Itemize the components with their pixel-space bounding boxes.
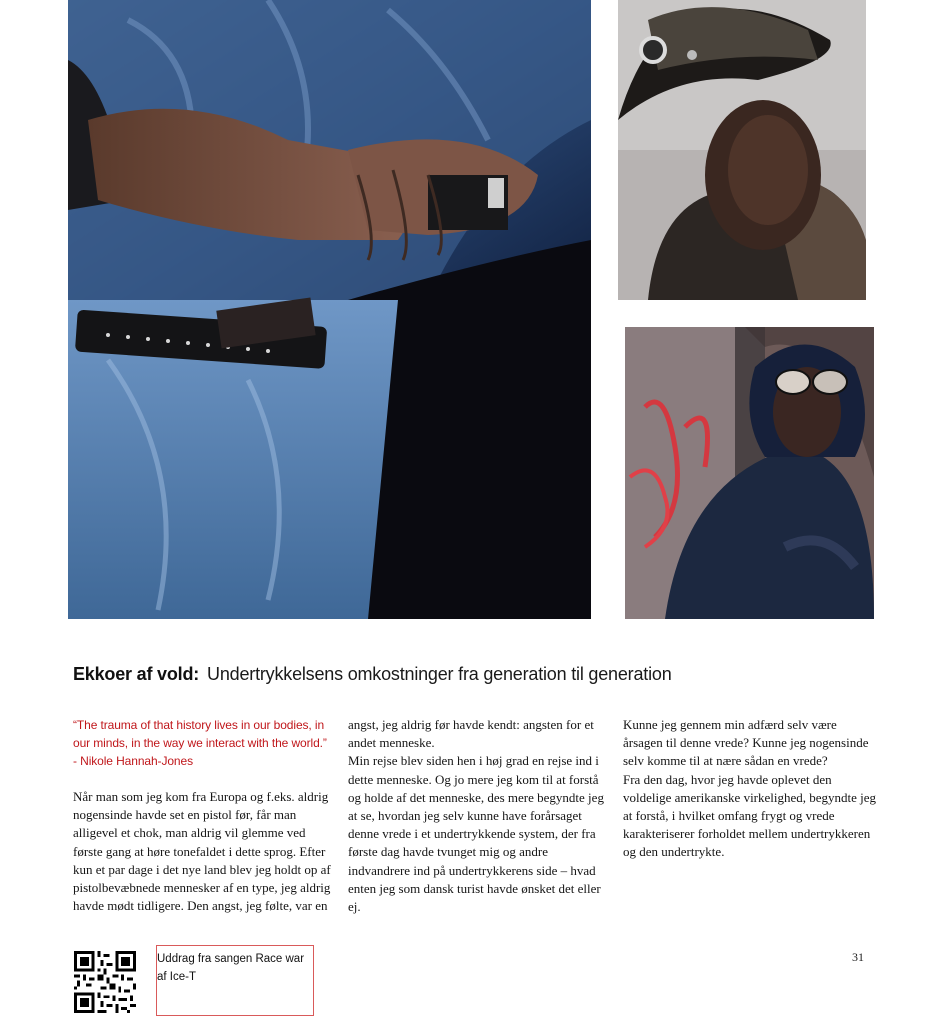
headline-subtitle: Undertrykkelsens omkostninger fra generation til generation xyxy=(207,664,672,684)
photo-man-hood-mirrored-sunglasses xyxy=(625,327,874,619)
article-headline xyxy=(73,662,873,686)
text-column-2 xyxy=(348,716,604,916)
page-number: 31 xyxy=(852,950,864,964)
body-paragraph: Min rejse blev siden hen i høj grad en rejse ind i dette menneske. Og jo mere jeg kom til at forstå og holde af det menneske, des mere begyndte jeg at se, hvordan jeg selv kunne have forårsaget denne vrede i et undertrykkende system, der fra første dag havde tvunget mig og andre indvandrere ind på undertrykkerens side – hvad enten jeg som dansk turist havde ønsket det eller ej. xyxy=(348,753,604,915)
body-paragraph: angst, jeg aldrig før havde kendt: angsten for et andet menneske. xyxy=(348,717,594,751)
body-paragraph: Kunne jeg gennem min adfærd selv være årsagen til denne vrede? Kunne jeg nogensinde selv komme til at nære sådan en vrede? xyxy=(623,717,869,769)
qr-code-icon[interactable] xyxy=(74,951,136,1013)
pull-quote: “The trauma of that history lives in our bodies, in our minds, in the way we interact with the world.” - Nikole Hannah-Jones xyxy=(73,718,327,768)
photo-hand-gun-waistband xyxy=(68,0,591,619)
body-paragraph: Når man som jeg kom fra Europa og f.eks. aldrig nogensinde havde set en pistol før, får man alligevel et chok, man aldrig vil glemme ved første gang at høre tonefaldet i dette sprog. Efter kun et par dage i det nye land blev jeg holdt op af pistolbevæbnede mennesker af en type, jeg aldrig havde mødt tidligere. Den angst, jeg følte, var en xyxy=(73,789,331,914)
text-column-3 xyxy=(623,716,877,862)
song-caption: Uddrag fra sangen Race war af Ice-T xyxy=(157,953,305,983)
headline-bold: Ekkoer af vold: xyxy=(73,664,200,684)
photo-man-in-bucket-hat xyxy=(618,0,866,300)
text-column-1 xyxy=(73,716,331,915)
body-paragraph: Fra den dag, hvor jeg havde oplevet den voldelige amerikanske virkelighed, begyndte jeg at forstå, i hvilket omfang frygt og vrede karakteriserer forholdet mellem undertrykkeren og den undertrykte. xyxy=(623,771,877,860)
